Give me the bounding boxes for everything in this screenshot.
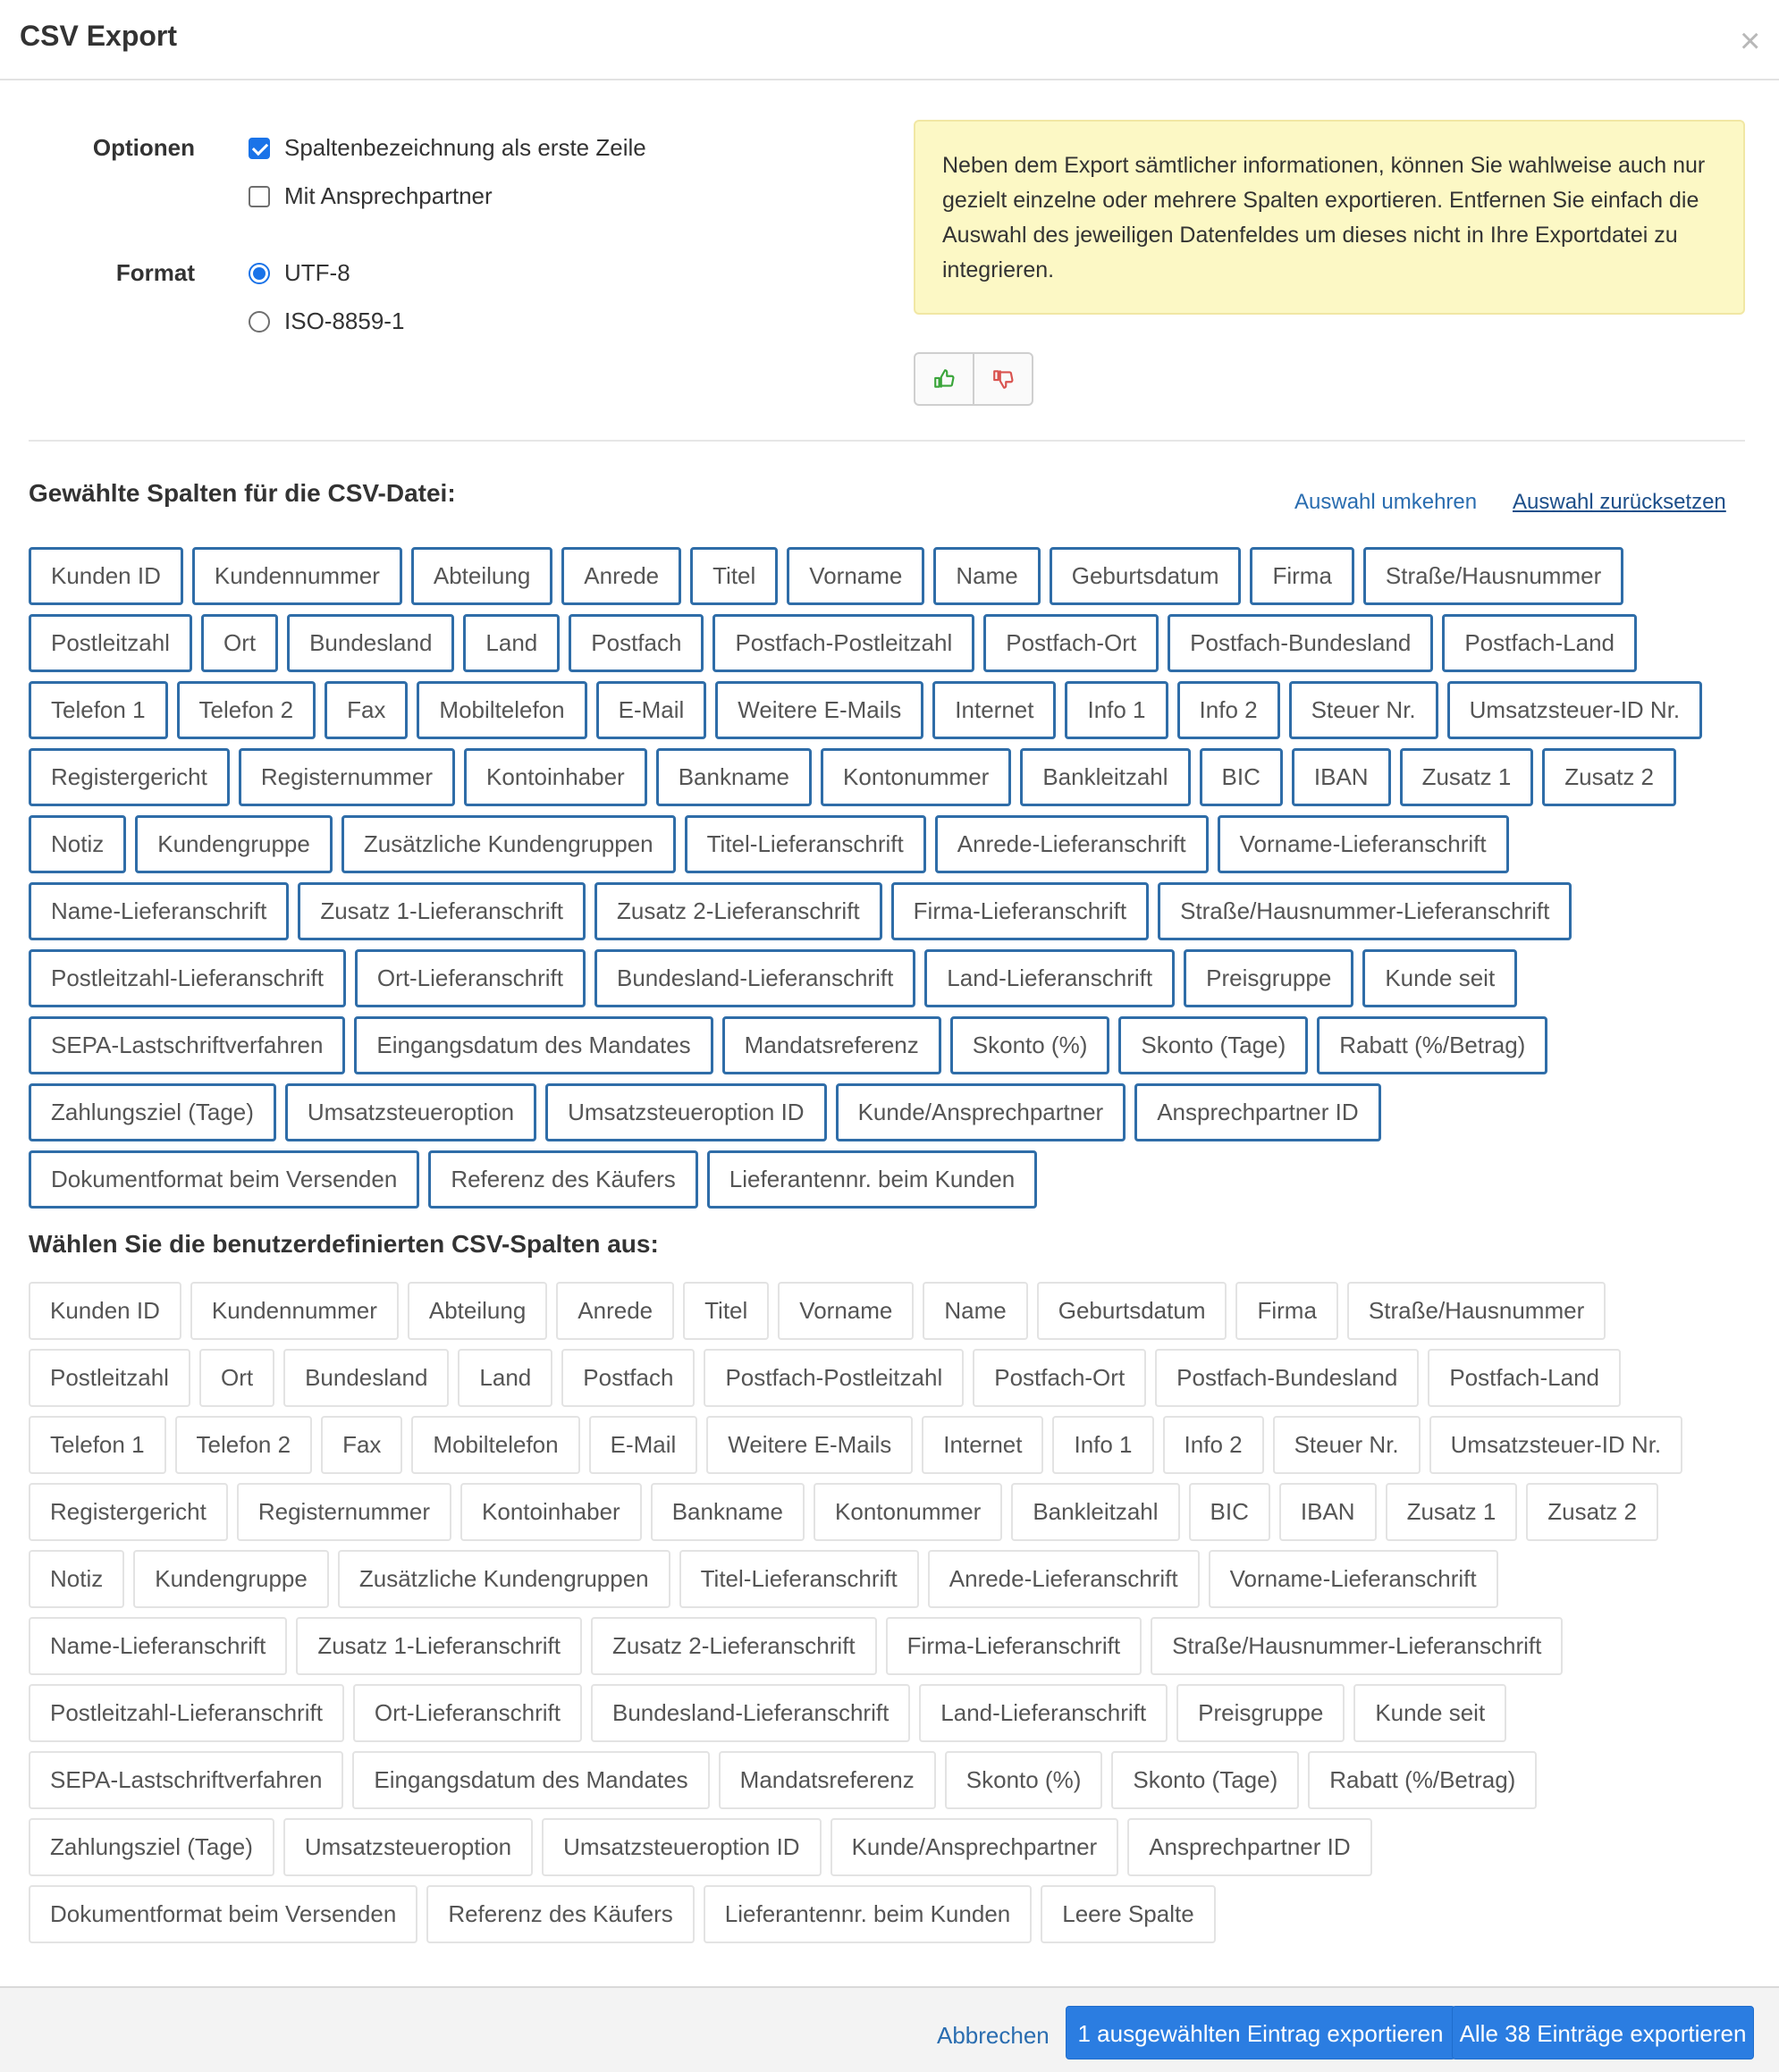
header-row-checkbox[interactable] [249,138,270,159]
available-column-chip[interactable]: Zusatz 2-Lieferanschrift [591,1617,877,1675]
available-column-chip[interactable]: Bundesland-Lieferanschrift [591,1684,910,1742]
selected-columns-title: Gewählte Spalten für die CSV-Datei: [29,479,456,507]
selected-column-chip[interactable]: Postfach-Ort [983,614,1159,672]
selected-column-chip[interactable]: IBAN [1292,748,1391,806]
selected-column-chip[interactable]: Info 1 [1065,681,1168,739]
format-utf8[interactable] [249,259,350,287]
thumbs-down-icon [991,367,1015,391]
selected-column-chip[interactable]: Weitere E-Mails [715,681,923,739]
format-label: Format [115,259,195,286]
available-column-chip[interactable]: Land-Lieferanschrift [919,1684,1168,1742]
selected-column-chip[interactable]: Zusatz 1-Lieferanschrift [298,882,586,940]
export-selected-button[interactable]: 1 ausgewählten Eintrag exportieren [1066,2006,1455,2059]
available-column-chip[interactable]: Mobiltelefon [411,1416,579,1474]
option-contact-person[interactable] [249,182,493,210]
available-column-chip[interactable]: Telefon 1 [29,1416,166,1474]
available-column-chip[interactable]: Titel [683,1282,769,1340]
available-column-chip[interactable]: Internet [922,1416,1043,1474]
selected-column-chip[interactable]: Telefon 2 [177,681,316,739]
selected-columns-list [29,547,1754,1209]
selected-column-chip[interactable]: Geburtsdatum [1050,547,1242,605]
available-column-chip[interactable]: Steuer Nr. [1273,1416,1421,1474]
selected-column-chip[interactable]: Ort-Lieferanschrift [355,949,586,1007]
available-column-chip[interactable]: Bankleitzahl [1011,1483,1179,1541]
selected-column-chip[interactable]: Bundesland [287,614,454,672]
iso-radio[interactable] [249,311,270,333]
selected-column-chip[interactable]: Name [933,547,1040,605]
available-column-chip[interactable]: Postfach-Postleitzahl [704,1349,964,1407]
section-divider [29,440,1745,442]
dialog-header [0,0,1779,80]
available-column-chip[interactable]: Kontoinhaber [460,1483,642,1541]
available-column-chip[interactable]: Anrede-Lieferanschrift [928,1550,1200,1608]
available-column-chip[interactable]: Fax [321,1416,402,1474]
available-column-chip[interactable]: Bankname [651,1483,805,1541]
available-column-chip[interactable]: Referenz des Käufers [426,1885,694,1943]
available-column-chip[interactable]: Zahlungsziel (Tage) [29,1818,274,1876]
selected-column-chip[interactable]: SEPA-Lastschriftverfahren [29,1016,345,1074]
available-column-chip[interactable]: Umsatzsteuer-ID Nr. [1429,1416,1683,1474]
available-column-chip[interactable]: Info 2 [1163,1416,1264,1474]
available-column-chip[interactable]: Telefon 2 [175,1416,313,1474]
selected-column-chip[interactable]: Internet [932,681,1056,739]
selected-column-chip[interactable]: Postleitzahl-Lieferanschrift [29,949,346,1007]
available-column-chip[interactable]: Zusatz 1 [1386,1483,1518,1541]
contact-person-checkbox[interactable] [249,186,270,207]
contact-person-label: Mit Ansprechpartner [284,182,493,209]
available-column-chip[interactable]: Kunden ID [29,1282,181,1340]
available-column-chip[interactable]: Firma-Lieferanschrift [886,1617,1142,1675]
selected-column-chip[interactable]: Straße/Hausnummer [1363,547,1623,605]
selected-column-chip[interactable]: Postfach [569,614,704,672]
available-column-chip[interactable]: Kontonummer [814,1483,1002,1541]
available-column-chip[interactable]: Skonto (Tage) [1111,1751,1299,1809]
utf8-label: UTF-8 [284,259,350,286]
selected-column-chip[interactable]: Kundennummer [192,547,402,605]
selected-column-chip[interactable]: Umsatzsteueroption [285,1083,536,1141]
available-column-chip[interactable]: Postfach-Ort [973,1349,1146,1407]
available-column-chip[interactable]: SEPA-Lastschriftverfahren [29,1751,343,1809]
available-column-chip[interactable]: Ansprechpartner ID [1127,1818,1371,1876]
selected-column-chip[interactable]: Postleitzahl [29,614,192,672]
available-column-chip[interactable]: Weitere E-Mails [706,1416,913,1474]
selected-column-chip[interactable]: Postfach-Bundesland [1168,614,1433,672]
available-column-chip[interactable]: Ort-Lieferanschrift [353,1684,582,1742]
selected-column-chip[interactable]: Eingangsdatum des Mandates [354,1016,712,1074]
selected-column-chip[interactable]: Vorname [787,547,924,605]
selected-column-chip[interactable]: Preisgruppe [1184,949,1353,1007]
selected-column-chip[interactable]: Bankname [656,748,812,806]
selected-column-chip[interactable]: Anrede-Lieferanschrift [935,815,1209,873]
available-column-chip[interactable]: Skonto (%) [945,1751,1103,1809]
selected-column-chip[interactable]: Land [463,614,560,672]
available-column-chip[interactable]: Registergericht [29,1483,228,1541]
available-columns-list [29,1282,1754,1943]
available-column-chip[interactable]: Bundesland [283,1349,449,1407]
available-column-chip[interactable]: Postleitzahl-Lieferanschrift [29,1684,344,1742]
invert-selection-link[interactable]: Auswahl umkehren [1294,490,1478,514]
available-column-chip[interactable]: Geburtsdatum [1037,1282,1227,1340]
available-column-chip[interactable]: Ort [199,1349,274,1407]
selected-column-chip[interactable]: Bankleitzahl [1020,748,1190,806]
selected-column-chip[interactable]: Kontonummer [821,748,1011,806]
selected-column-chip[interactable]: Umsatzsteuer-ID Nr. [1447,681,1703,739]
selected-column-chip[interactable]: Postfach-Postleitzahl [712,614,974,672]
available-column-chip[interactable]: Vorname [778,1282,914,1340]
selected-column-chip[interactable]: Skonto (%) [950,1016,1110,1074]
selected-column-chip[interactable]: Titel [690,547,778,605]
cancel-button[interactable]: Abbrechen [937,2022,1050,2049]
selected-column-chip[interactable]: Registergericht [29,748,230,806]
selected-column-chip[interactable]: Zusatz 2-Lieferanschrift [594,882,882,940]
available-column-chip[interactable]: Umsatzsteueroption ID [542,1818,821,1876]
format-iso[interactable] [249,307,404,335]
feedback-buttons [914,352,1033,406]
selected-column-chip[interactable]: BIC [1200,748,1283,806]
selected-column-chip[interactable]: Skonto (Tage) [1118,1016,1308,1074]
available-column-chip[interactable]: Mandatsreferenz [719,1751,936,1809]
selected-column-chip[interactable]: Bundesland-Lieferanschrift [594,949,915,1007]
available-column-chip[interactable]: Land [458,1349,552,1407]
close-icon[interactable]: × [1740,21,1761,61]
selected-column-chip[interactable]: Abteilung [411,547,552,605]
available-column-chip[interactable]: Postfach [561,1349,695,1407]
selected-column-chip[interactable]: Anrede [561,547,681,605]
available-column-chip[interactable]: Info 1 [1052,1416,1153,1474]
selected-column-chip[interactable]: Zusatz 1 [1400,748,1534,806]
selected-column-chip[interactable]: Titel-Lieferanschrift [685,815,926,873]
available-column-chip[interactable]: Postfach-Bundesland [1155,1349,1419,1407]
selected-column-chip[interactable]: Kunde seit [1362,949,1517,1007]
selected-column-chip[interactable]: Kunden ID [29,547,183,605]
info-box: Neben dem Export sämtlicher informationen, können Sie wahlweise auch nur gezielt einzelne oder mehrere Spalten exportieren. Entfernen Sie einfach die Auswahl des jeweiligen Datenfeldes um dieses nicht in Ihre Exportdatei zu integrieren. [914,120,1745,315]
iso-label: ISO-8859-1 [284,307,405,334]
available-column-chip[interactable]: Anrede [556,1282,674,1340]
dialog-title: CSV Export [20,20,178,52]
available-column-chip[interactable]: Kundengruppe [133,1550,329,1608]
selected-column-chip[interactable]: Vorname-Lieferanschrift [1218,815,1509,873]
available-column-chip[interactable]: Zusatz 2 [1526,1483,1658,1541]
dialog-footer [0,1986,1779,2072]
available-column-chip[interactable]: Name [923,1282,1027,1340]
available-column-chip[interactable]: BIC [1189,1483,1270,1541]
available-column-chip[interactable]: Notiz [29,1550,124,1608]
utf8-radio[interactable] [249,263,270,284]
reset-selection-link[interactable]: Auswahl zurücksetzen [1513,490,1726,514]
available-column-chip[interactable]: IBAN [1279,1483,1377,1541]
available-column-chip[interactable]: Kunde seit [1353,1684,1506,1742]
selected-column-chip[interactable]: Referenz des Käufers [428,1150,697,1209]
selected-column-chip[interactable]: Umsatzsteueroption ID [545,1083,826,1141]
available-column-chip[interactable]: Straße/Hausnummer [1347,1282,1606,1340]
selected-column-chip[interactable]: Ort [201,614,278,672]
available-column-chip[interactable]: Postleitzahl [29,1349,190,1407]
available-column-chip[interactable]: Leere Spalte [1041,1885,1215,1943]
selected-column-chip[interactable]: Info 2 [1177,681,1280,739]
available-column-chip[interactable]: Kunde/Ansprechpartner [830,1818,1119,1876]
like-button[interactable] [915,354,973,404]
dislike-button[interactable] [973,354,1032,404]
available-column-chip[interactable]: Zusätzliche Kundengruppen [338,1550,670,1608]
thumbs-up-icon [932,367,956,391]
selected-column-chip[interactable]: Mobiltelefon [417,681,586,739]
available-column-chip[interactable]: Lieferantennr. beim Kunden [704,1885,1032,1943]
option-header-row[interactable] [249,134,646,162]
selected-column-chip[interactable]: Registernummer [239,748,455,806]
available-column-chip[interactable]: Rabatt (%/Betrag) [1308,1751,1537,1809]
selected-column-chip[interactable]: Postfach-Land [1442,614,1637,672]
available-column-chip[interactable]: Dokumentformat beim Versenden [29,1885,417,1943]
selected-column-chip[interactable]: Dokumentformat beim Versenden [29,1150,419,1209]
available-column-chip[interactable]: Postfach-Land [1428,1349,1621,1407]
selected-column-chip[interactable]: Mandatsreferenz [722,1016,941,1074]
available-column-chip[interactable]: Name-Lieferanschrift [29,1617,287,1675]
selected-column-chip[interactable]: Firma-Lieferanschrift [891,882,1149,940]
selected-column-chip[interactable]: Zahlungsziel (Tage) [29,1083,276,1141]
selected-column-chip[interactable]: Name-Lieferanschrift [29,882,289,940]
available-column-chip[interactable]: Eingangsdatum des Mandates [352,1751,709,1809]
selected-column-chip[interactable]: Notiz [29,815,126,873]
available-columns-title: Wählen Sie die benutzerdefinierten CSV-Spalten aus: [29,1230,659,1258]
selected-column-chip[interactable]: Firma [1250,547,1353,605]
selected-column-chip[interactable]: Lieferantennr. beim Kunden [707,1150,1037,1209]
available-column-chip[interactable]: Umsatzsteueroption [283,1818,533,1876]
available-column-chip[interactable]: Abteilung [408,1282,547,1340]
selected-column-chip[interactable]: Kundengruppe [135,815,333,873]
available-column-chip[interactable]: E-Mail [589,1416,698,1474]
selected-column-chip[interactable]: Rabatt (%/Betrag) [1317,1016,1547,1074]
selected-column-chip[interactable]: Ansprechpartner ID [1134,1083,1380,1141]
selected-column-chip[interactable]: Straße/Hausnummer-Lieferanschrift [1158,882,1572,940]
available-column-chip[interactable]: Zusatz 1-Lieferanschrift [296,1617,582,1675]
export-all-button[interactable]: Alle 38 Einträge exportieren [1452,2006,1754,2059]
selected-column-chip[interactable]: Zusätzliche Kundengruppen [341,815,676,873]
selected-column-chip[interactable]: Telefon 1 [29,681,168,739]
available-column-chip[interactable]: Kundennummer [190,1282,399,1340]
available-column-chip[interactable]: Preisgruppe [1176,1684,1345,1742]
options-label: Optionen [92,134,195,161]
available-column-chip[interactable]: Firma [1235,1282,1337,1340]
selected-column-chip[interactable]: E-Mail [596,681,707,739]
available-column-chip[interactable]: Registernummer [237,1483,451,1541]
selected-column-chip[interactable]: Steuer Nr. [1289,681,1438,739]
selected-column-chip[interactable]: Land-Lieferanschrift [924,949,1175,1007]
selected-column-chip[interactable]: Kontoinhaber [464,748,647,806]
available-column-chip[interactable]: Straße/Hausnummer-Lieferanschrift [1151,1617,1563,1675]
header-row-label: Spaltenbezeichnung als erste Zeile [284,134,646,161]
available-column-chip[interactable]: Titel-Lieferanschrift [679,1550,919,1608]
selected-column-chip[interactable]: Fax [325,681,408,739]
selected-column-chip[interactable]: Kunde/Ansprechpartner [836,1083,1126,1141]
selected-column-chip[interactable]: Zusatz 2 [1542,748,1676,806]
available-column-chip[interactable]: Vorname-Lieferanschrift [1209,1550,1498,1608]
